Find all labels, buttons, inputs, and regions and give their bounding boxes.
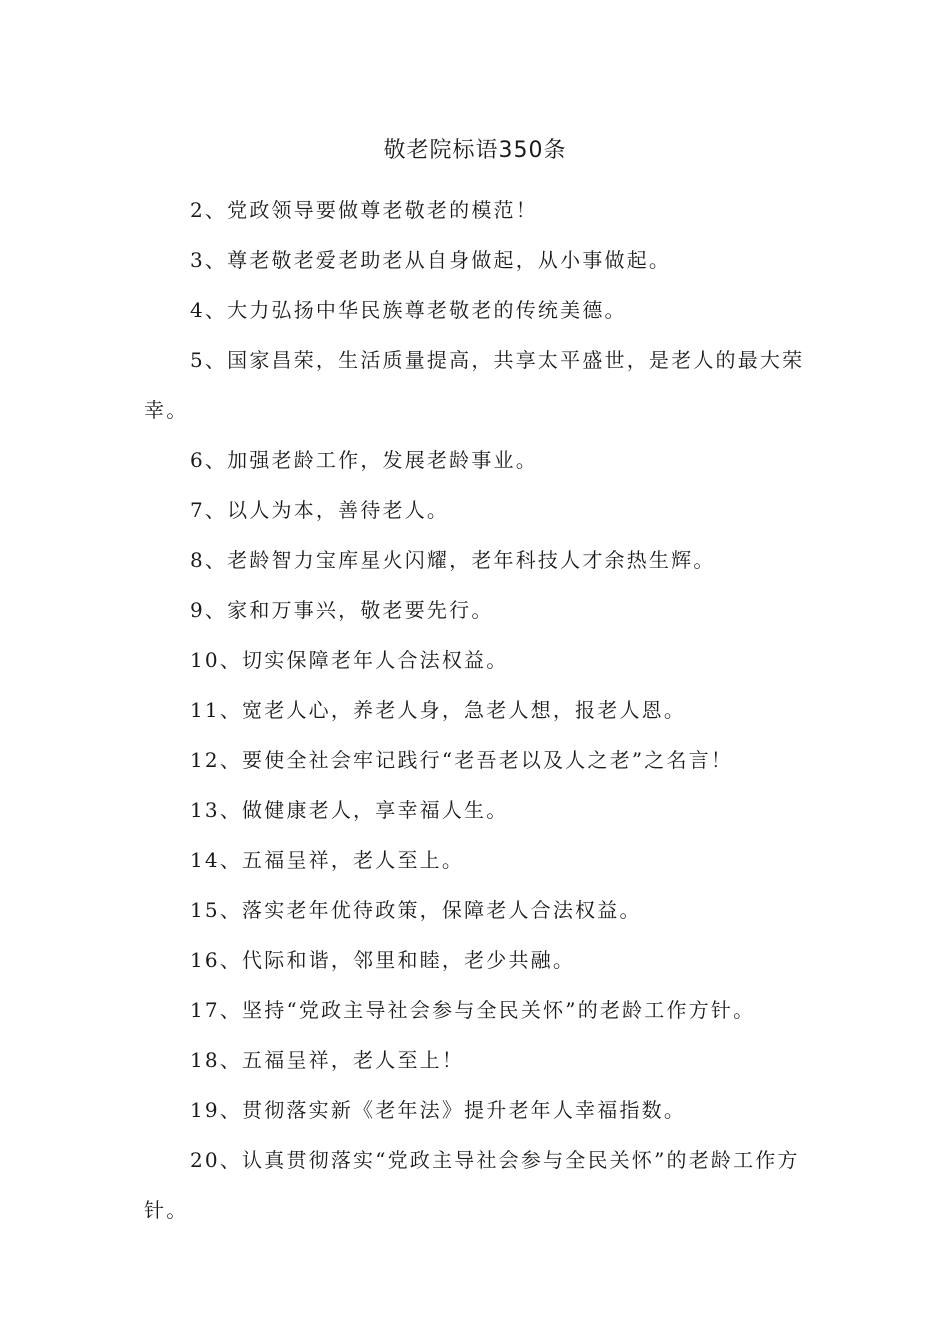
slogan-item: 18、五福呈祥，老人至上！	[190, 1048, 465, 1072]
slogan-item: 5、国家昌荣，生活质量提高，共享太平盛世，是老人的最大荣幸。	[144, 348, 805, 422]
slogan-item: 17、坚持“党政主导社会参与全民关怀”的老龄工作方针。	[190, 998, 756, 1022]
document-title: 敬老院标语350条	[383, 138, 567, 163]
slogan-item: 6、加强老龄工作，发展老龄事业。	[190, 448, 538, 472]
slogan-item: 7、以人为本，善待老人。	[190, 498, 450, 522]
slogan-item: 14、五福呈祥，老人至上。	[190, 848, 465, 872]
slogan-item: 19、贯彻落实新《老年法》提升老年人幸福指数。	[190, 1098, 687, 1122]
slogan-item: 8、老龄智力宝库星火闪耀，老年科技人才余热生辉。	[190, 548, 716, 572]
slogan-item: 2、党政领导要做尊老敬老的模范！	[190, 198, 538, 222]
slogan-item: 3、尊老敬老爱老助老从自身做起，从小事做起。	[190, 248, 672, 272]
slogan-list	[144, 185, 808, 1235]
slogan-item: 12、要使全社会牢记践行“老吾老以及人之老”之名言！	[190, 748, 734, 772]
slogan-item: 16、代际和谐，邻里和睦，老少共融。	[190, 948, 576, 972]
slogan-item: 20、认真贯彻落实“党政主导社会参与全民关怀”的老龄工作方针。	[144, 1148, 800, 1222]
slogan-item: 13、做健康老人，享幸福人生。	[190, 798, 509, 822]
slogan-item: 4、大力弘扬中华民族尊老敬老的传统美德。	[190, 298, 627, 322]
slogan-item: 11、宽老人心，养老人身，急老人想，报老人恩。	[190, 698, 687, 722]
slogan-item: 9、家和万事兴，敬老要先行。	[190, 598, 494, 622]
slogan-item: 15、落实老年优待政策，保障老人合法权益。	[190, 898, 642, 922]
slogan-item: 10、切实保障老年人合法权益。	[190, 648, 509, 672]
